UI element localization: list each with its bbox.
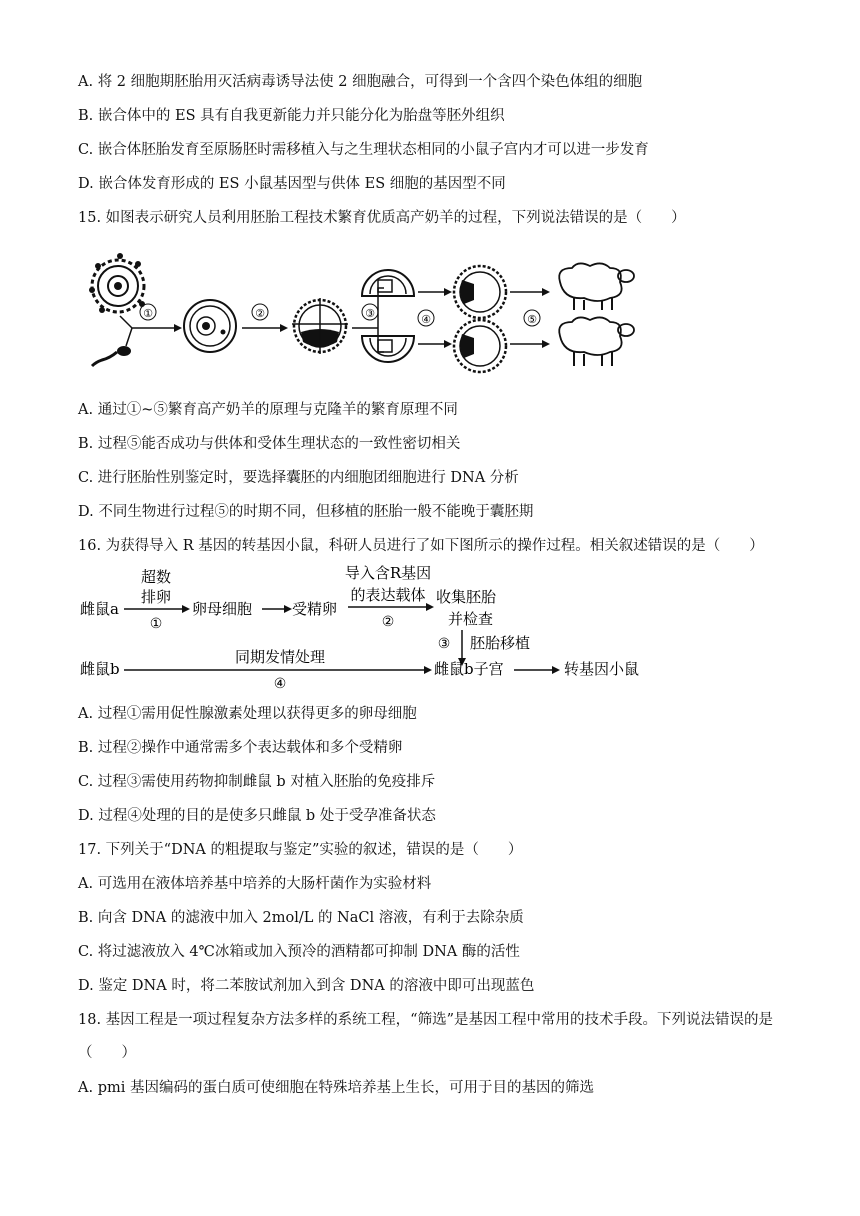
step-2-label: ② (255, 307, 265, 320)
mouse-b-label: 雌鼠b (80, 660, 120, 678)
fertilized-egg-label: 受精卵 (292, 600, 338, 618)
q16-option-d: D. 过程④处理的目的是使多只雌鼠 b 处于受孕准备状态 (78, 808, 436, 824)
mouse-a-label: 雌鼠a (80, 600, 119, 618)
vector-label-1: 导入含R基因 (344, 564, 432, 582)
q17-stem: 17. 下列关于“DNA 的粗提取与鉴定”实验的叙述，错误的是（ ） (78, 842, 523, 858)
q15-option-d: D. 不同生物进行过程⑤的时期不同，但移植的胚胎一般不能晚于囊胚期 (78, 504, 534, 520)
collect-embryo-label-1: 收集胚胎 (436, 588, 497, 606)
q14-option-d: D. 嵌合体发育形成的 ES 小鼠基因型与供体 ES 细胞的基因型不同 (78, 176, 506, 192)
transgenic-mouse-label: 转基因小鼠 (564, 660, 640, 678)
collect-embryo-label-2: 并检查 (448, 610, 494, 628)
zygote-icon (184, 300, 236, 352)
q18-option-a: A. pmi 基因编码的蛋白质可使细胞在特殊培养基上生长，可用于目的基因的筛选 (78, 1080, 594, 1096)
q15-option-b: B. 过程⑤能否成功与供体和受体生理状态的一致性密切相关 (78, 436, 461, 452)
step-1-label: ① (143, 307, 153, 320)
step-5-label: ⑤ (527, 313, 537, 326)
blastocyst-icon (292, 298, 348, 354)
q14-option-c: C. 嵌合体胚胎发育至原肠胚时需移植入与之生理状态相同的小鼠子宫内才可以进一步发育 (78, 142, 649, 158)
q15-figure-embryo-process (80, 248, 640, 383)
q17-option-a: A. 可选用在液体培养基中培养的大肠杆菌作为实验材料 (78, 876, 432, 892)
step-3-marker: ③ (437, 636, 451, 652)
q16-option-b: B. 过程②操作中通常需多个表达载体和多个受精卵 (78, 740, 403, 756)
uterus-label: 雌鼠b子宫 (434, 660, 504, 678)
q17-option-c: C. 将过滤液放入 4℃冰箱或加入预冷的酒精都可抑制 DNA 酶的活性 (78, 944, 520, 960)
q16-option-c: C. 过程③需使用药物抑制雌鼠 b 对植入胚胎的免疫排斥 (78, 774, 436, 790)
sheep-top-icon (559, 263, 634, 310)
q17-option-b: B. 向含 DNA 的滤液中加入 2mol/L 的 NaCl 溶液，有利于去除杂质 (78, 910, 524, 926)
embryo-top-icon (454, 266, 506, 318)
half-embryo-top-icon (362, 270, 414, 296)
step-4-label: ④ (421, 313, 431, 326)
embryo-transfer-label: 胚胎移植 (470, 634, 531, 652)
egg-cell-icon (89, 253, 145, 313)
step-3-label: ③ (365, 307, 375, 320)
q15-stem: 15. 如图表示研究人员利用胚胎工程技术繁育优质高产奶羊的过程，下列说法错误的是（ ） (78, 210, 686, 226)
step-4-marker: ④ (273, 676, 287, 692)
q18-stem: 18. 基因工程是一项过程复杂方法多样的系统工程，“筛选”是基因工程中常用的技术手段。下列说法错误的是（ ） (78, 1012, 773, 1061)
q15-option-a: A. 通过①~⑤繁育高产奶羊的原理与克隆羊的繁育原理不同 (78, 402, 458, 418)
embryo-bottom-icon (454, 320, 506, 372)
sperm-icon (92, 346, 131, 366)
q15-option-c: C. 进行胚胎性别鉴定时，要选择囊胚的内细胞团细胞进行 DNA 分析 (78, 470, 519, 486)
q16-stem: 16. 为获得导入 R 基因的转基因小鼠，科研人员进行了如下图所示的操作过程。相关叙述错误的是（ ） (78, 538, 764, 554)
q14-option-b: B. 嵌合体中的 ES 具有自我更新能力并只能分化为胎盘等胚外组织 (78, 108, 505, 124)
q14-option-a: A. 将 2 细胞期胚胎用灭活病毒诱导法使 2 细胞融合，可得到一个含四个染色体组的细胞 (78, 74, 643, 90)
q16-option-a: A. 过程①需用促性腺激素处理以获得更多的卵母细胞 (78, 706, 417, 722)
step-2-marker: ② (381, 614, 395, 630)
sync-estrus-label: 同期发情处理 (234, 648, 326, 666)
sheep-bottom-icon (559, 317, 634, 366)
q17-option-d: D. 鉴定 DNA 时，将二苯胺试剂加入到含 DNA 的溶液中即可出现蓝色 (78, 978, 535, 994)
superovulation-label-2: 排卵 (140, 588, 172, 606)
q16-figure-flowchart (80, 562, 680, 694)
superovulation-label-1: 超数 (140, 568, 172, 586)
vector-label-2: 的表达载体 (350, 586, 426, 604)
half-embryo-bottom-icon (362, 336, 414, 362)
step-1-marker: ① (149, 616, 163, 632)
oocyte-label: 卵母细胞 (192, 600, 253, 618)
